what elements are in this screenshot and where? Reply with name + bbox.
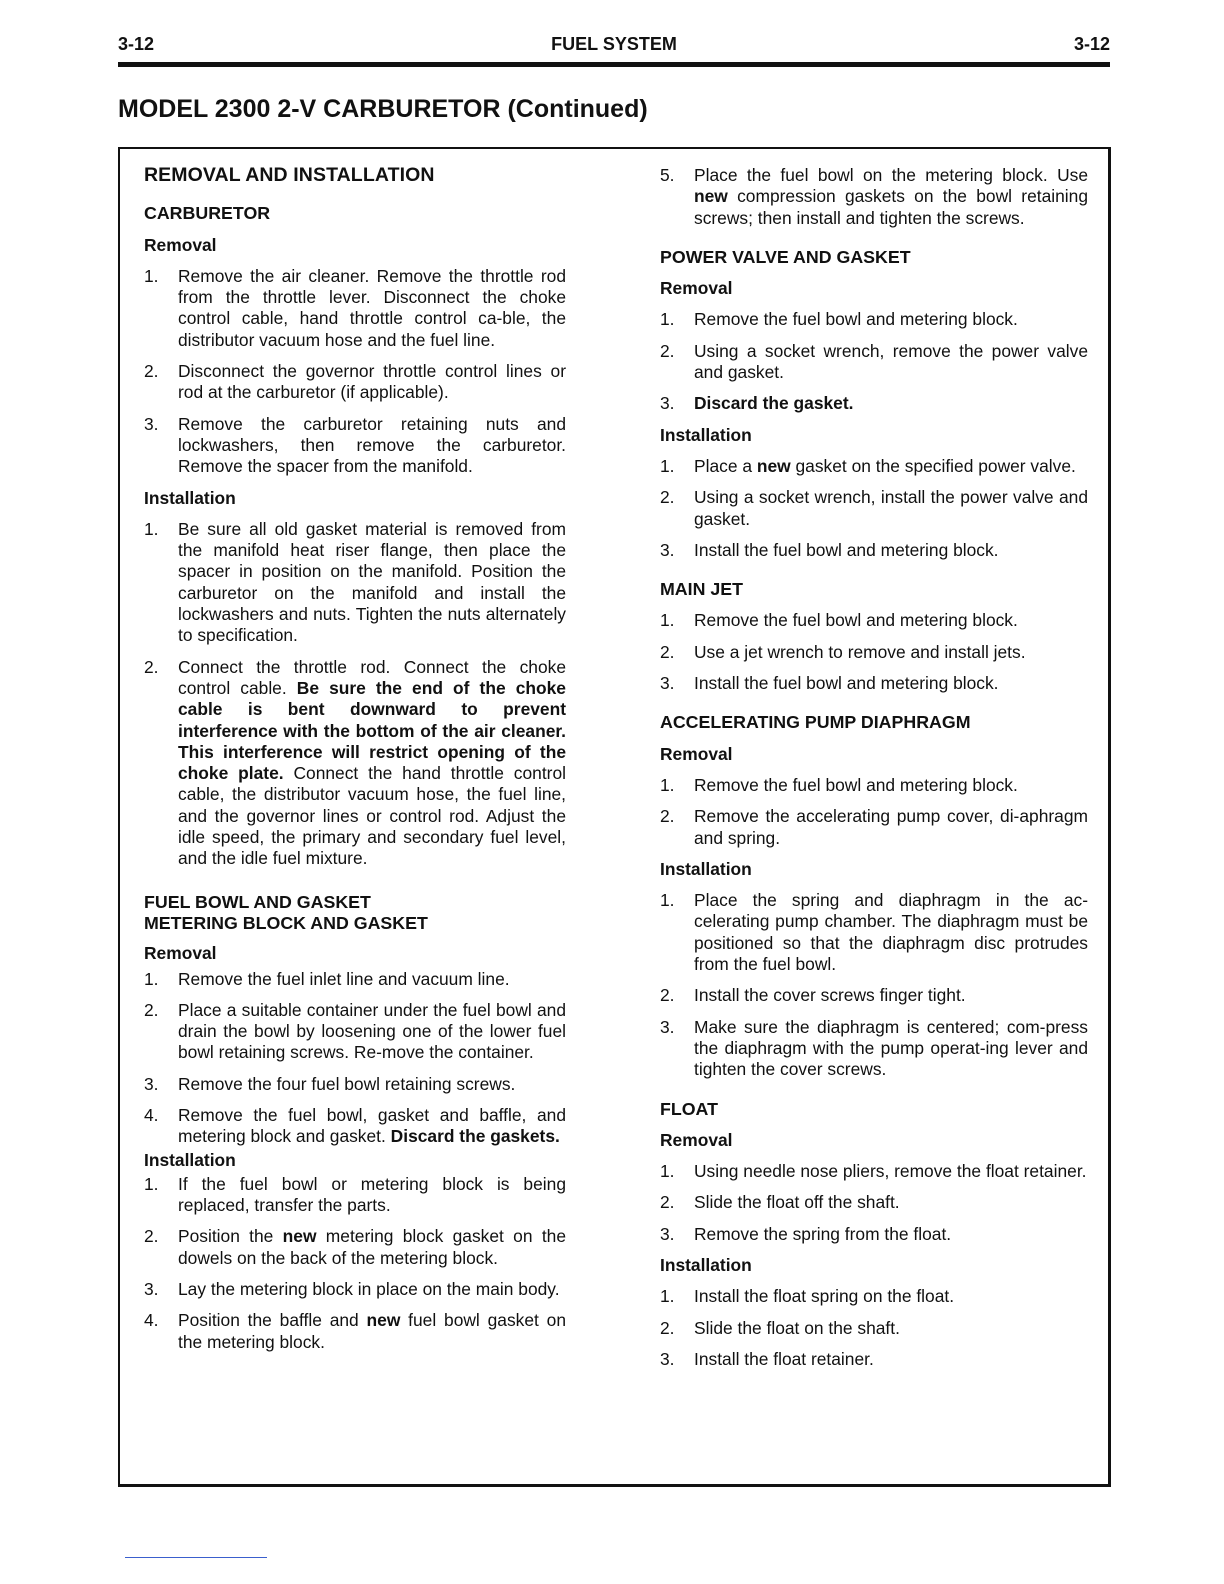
step-item bbox=[660, 985, 1088, 1006]
step-text-bold: Be sure the end of the choke cable is bent downward to prevent interference with the bottom of the air cleaner. This interference will restrict opening of the choke plate. bbox=[178, 677, 566, 784]
step-text: Place the fuel bowl on the metering block. Use bbox=[694, 165, 1088, 185]
main-jet-steps bbox=[660, 610, 1088, 694]
step-text: Using a socket wrench, remove the power valve and gasket. bbox=[694, 340, 1088, 383]
step-text-bold: Discard the gasket. bbox=[694, 393, 854, 414]
step-item bbox=[660, 890, 1088, 975]
step-item bbox=[660, 165, 1088, 229]
step-item bbox=[144, 1000, 566, 1064]
fuel-bowl-installation-steps bbox=[144, 1174, 566, 1353]
step-number: 2. bbox=[144, 999, 159, 1020]
section-heading: REMOVAL AND INSTALLATION bbox=[144, 164, 435, 186]
step-item bbox=[660, 1017, 1088, 1081]
step-item bbox=[660, 456, 1088, 477]
step-item bbox=[660, 1349, 1088, 1370]
step-item bbox=[144, 1279, 566, 1300]
step-text: Using a socket wrench, install the power valve and gasket. bbox=[694, 487, 1088, 529]
pump-installation-steps bbox=[660, 890, 1088, 1080]
step-item bbox=[660, 806, 1088, 849]
step-number: 2. bbox=[660, 1317, 675, 1338]
carburetor-removal-heading: Removal bbox=[144, 234, 217, 255]
step-item bbox=[660, 1224, 1088, 1245]
step-number: 1. bbox=[660, 890, 675, 911]
pump-removal-heading: Removal bbox=[660, 743, 733, 764]
power-valve-heading: POWER VALVE AND GASKET bbox=[660, 246, 911, 267]
page-header bbox=[118, 34, 1110, 58]
carburetor-installation-heading: Installation bbox=[144, 487, 236, 508]
step-text: If the fuel bowl or metering block is being replaced, transfer the parts. bbox=[178, 1173, 566, 1216]
step-number: 1. bbox=[660, 1161, 675, 1182]
step-text: Remove the air cleaner. Remove the throttle rod from the throttle lever. Disconnect the choke control cable, hand throttle control ca-ble, the distributor vacuum hose and the fuel line. bbox=[178, 265, 566, 350]
step-number: 3. bbox=[144, 1073, 159, 1094]
step-number: 2. bbox=[144, 361, 159, 382]
fuel-bowl-installation-heading: Installation bbox=[144, 1149, 236, 1170]
header-rule bbox=[118, 62, 1110, 67]
fuel-bowl-heading-line2: METERING BLOCK AND GASKET bbox=[144, 912, 428, 933]
step-number: 4. bbox=[144, 1310, 159, 1331]
step-text-bold: new bbox=[366, 1310, 401, 1331]
step-number: 1. bbox=[144, 265, 159, 286]
step-text: Remove the fuel bowl and metering block. bbox=[694, 610, 1018, 631]
step-item bbox=[660, 1161, 1088, 1182]
step-text-bold: Discard the gaskets. bbox=[390, 1126, 560, 1147]
step-text: Remove the spring from the float. bbox=[694, 1223, 952, 1244]
step-item bbox=[660, 1192, 1088, 1213]
step-item bbox=[144, 361, 566, 404]
step-number: 3. bbox=[660, 673, 675, 694]
step-number: 1. bbox=[660, 1286, 675, 1307]
step-number: 1. bbox=[144, 1173, 159, 1194]
step-item bbox=[660, 309, 1088, 330]
step-item bbox=[144, 414, 566, 478]
step-number: 3. bbox=[660, 1016, 675, 1037]
step-text: Make sure the diaphragm is centered; com-press the diaphragm with the pump operat-ing lever and tighten the cover screws. bbox=[694, 1016, 1088, 1080]
step-text: Remove the fuel bowl and metering block. bbox=[694, 309, 1018, 330]
step-number: 1. bbox=[660, 309, 675, 330]
float-removal-heading: Removal bbox=[660, 1129, 733, 1150]
step-item bbox=[660, 1286, 1088, 1307]
step-text: Place a bbox=[694, 455, 757, 476]
power-valve-installation-heading: Installation bbox=[660, 424, 752, 445]
fuel-bowl-removal-heading: Removal bbox=[144, 943, 217, 964]
step-text: Remove the fuel bowl, gasket and baffle, and metering block and gasket. bbox=[178, 1104, 566, 1147]
step-text: Remove the accelerating pump cover, di-aphragm and spring. bbox=[694, 806, 1088, 848]
step-item bbox=[144, 1226, 566, 1269]
step-number: 1. bbox=[660, 774, 675, 795]
step-text: Install the fuel bowl and metering block. bbox=[694, 539, 999, 560]
step-number: 1. bbox=[144, 518, 159, 539]
step-number: 2. bbox=[144, 656, 159, 677]
fuel-bowl-installation-continued bbox=[660, 165, 1088, 229]
step-item bbox=[144, 519, 566, 647]
step-text: Connect the hand throttle control cable, the distributor vacuum hose, the fuel line, and the governor lines or control rod. Adjust the idle speed, the primary and secondary fuel level, and the idle fuel mixture. bbox=[178, 763, 566, 869]
step-item bbox=[660, 610, 1088, 631]
step-text: Remove the four fuel bowl retaining screws. bbox=[178, 1073, 516, 1094]
step-number: 2. bbox=[660, 985, 675, 1006]
step-text: Position the baffle and bbox=[178, 1310, 367, 1331]
step-number: 2. bbox=[660, 340, 675, 361]
step-text-bold: new bbox=[756, 455, 791, 476]
pump-heading: ACCELERATING PUMP DIAPHRAGM bbox=[660, 712, 971, 733]
step-text: Remove the fuel inlet line and vacuum line. bbox=[178, 968, 510, 989]
step-text: Use a jet wrench to remove and install jets. bbox=[694, 641, 1026, 662]
step-text: Lay the metering block in place on the main body. bbox=[178, 1279, 560, 1300]
step-text: Be sure all old gasket material is removed from the manifold heat riser flange, then place the spacer in position on the manifold. Position the carburetor on the manifold and install the lockwashers and nuts. Tighten the nuts alternately to specification. bbox=[178, 518, 566, 646]
step-item bbox=[144, 1105, 566, 1148]
section-title: FUEL SYSTEM bbox=[551, 34, 677, 54]
step-text: compression gaskets on the bowl retaining screws; then install and tighten the screws. bbox=[694, 186, 1088, 228]
right-column bbox=[660, 149, 1088, 1380]
step-text-bold: new bbox=[282, 1226, 317, 1247]
float-removal-steps bbox=[660, 1161, 1088, 1245]
step-item bbox=[144, 1074, 566, 1095]
step-number: 2. bbox=[660, 641, 675, 662]
footer-rule bbox=[125, 1557, 267, 1558]
page-number-right: 3-12 bbox=[1073, 34, 1110, 54]
carburetor-removal-steps bbox=[144, 266, 566, 478]
step-text: Remove the fuel bowl and metering block. bbox=[694, 774, 1018, 795]
step-number: 3. bbox=[660, 539, 675, 560]
step-number: 1. bbox=[660, 610, 675, 631]
step-number: 1. bbox=[144, 968, 159, 989]
step-text: Disconnect the governor throttle control lines or rod at the carburetor (if applicable). bbox=[178, 361, 566, 403]
step-text: Install the float spring on the float. bbox=[694, 1286, 955, 1307]
step-item bbox=[660, 393, 1088, 414]
main-jet-heading: MAIN JET bbox=[660, 579, 743, 600]
step-item bbox=[660, 775, 1088, 796]
fuel-bowl-removal-steps bbox=[144, 969, 566, 1148]
step-item bbox=[144, 266, 566, 351]
step-item bbox=[660, 642, 1088, 663]
float-installation-steps bbox=[660, 1286, 1088, 1370]
step-number: 2. bbox=[660, 1192, 675, 1213]
carburetor-heading: CARBURETOR bbox=[144, 203, 271, 224]
float-heading: FLOAT bbox=[660, 1098, 718, 1119]
carburetor-installation-steps bbox=[144, 519, 566, 870]
step-text: Install the float retainer. bbox=[694, 1348, 874, 1369]
step-text: gasket on the specified power valve. bbox=[790, 455, 1076, 476]
step-text: Slide the float off the shaft. bbox=[694, 1192, 900, 1213]
step-text: Remove the carburetor retaining nuts and lockwashers, then remove the carburetor. Remove the spacer from the manifold. bbox=[178, 413, 566, 477]
step-item bbox=[144, 657, 566, 870]
fuel-bowl-heading-line1: FUEL BOWL AND GASKET bbox=[144, 891, 371, 912]
step-text: Install the cover screws finger tight. bbox=[694, 985, 966, 1006]
left-column bbox=[144, 149, 566, 1363]
step-item bbox=[660, 341, 1088, 384]
step-text: Position the bbox=[178, 1226, 283, 1247]
float-installation-heading: Installation bbox=[660, 1254, 752, 1275]
step-number: 2. bbox=[660, 806, 675, 827]
step-text: Using needle nose pliers, remove the float retainer. bbox=[694, 1161, 1087, 1182]
pump-removal-steps bbox=[660, 775, 1088, 849]
step-text: Place a suitable container under the fuel bowl and drain the bowl by loosening one of the lower fuel bowl retaining screws. Re-move the container. bbox=[178, 999, 566, 1063]
page-title: MODEL 2300 2-V CARBURETOR (Continued) bbox=[118, 95, 648, 123]
power-valve-removal-heading: Removal bbox=[660, 278, 733, 299]
step-number: 3. bbox=[660, 1223, 675, 1244]
step-text-bold: new bbox=[694, 186, 728, 207]
step-item bbox=[660, 1318, 1088, 1339]
step-text: fuel bowl gasket on the metering block. bbox=[178, 1310, 566, 1352]
step-number: 3. bbox=[144, 413, 159, 434]
step-text: Connect the throttle rod. Connect the choke control cable. bbox=[178, 656, 566, 698]
power-valve-installation-steps bbox=[660, 456, 1088, 561]
step-number: 5. bbox=[660, 165, 675, 185]
page-number-left: 3-12 bbox=[118, 34, 155, 54]
step-number: 3. bbox=[144, 1279, 159, 1300]
step-number: 2. bbox=[144, 1226, 159, 1247]
fuel-bowl-heading bbox=[144, 892, 566, 935]
step-item bbox=[144, 1174, 566, 1217]
step-number: 4. bbox=[144, 1104, 159, 1125]
power-valve-removal-steps bbox=[660, 309, 1088, 414]
step-text: Place the spring and diaphragm in the ac-celerating pump chamber. The diaphragm must be positioned so that the diaphragm disc protrudes from the fuel bowl. bbox=[694, 890, 1088, 975]
step-number: 1. bbox=[660, 455, 675, 476]
content-frame bbox=[118, 147, 1111, 1487]
step-item bbox=[144, 969, 566, 990]
step-item bbox=[660, 540, 1088, 561]
step-item bbox=[660, 673, 1088, 694]
step-text: Install the fuel bowl and metering block. bbox=[694, 673, 999, 694]
step-text: Slide the float on the shaft. bbox=[694, 1317, 900, 1338]
step-item bbox=[144, 1310, 566, 1353]
pump-installation-heading: Installation bbox=[660, 858, 752, 879]
step-number: 3. bbox=[660, 393, 675, 414]
step-item bbox=[660, 487, 1088, 530]
step-text: metering block gasket on the dowels on the back of the metering block. bbox=[178, 1226, 566, 1268]
step-number: 2. bbox=[660, 487, 675, 508]
step-number: 3. bbox=[660, 1348, 675, 1369]
